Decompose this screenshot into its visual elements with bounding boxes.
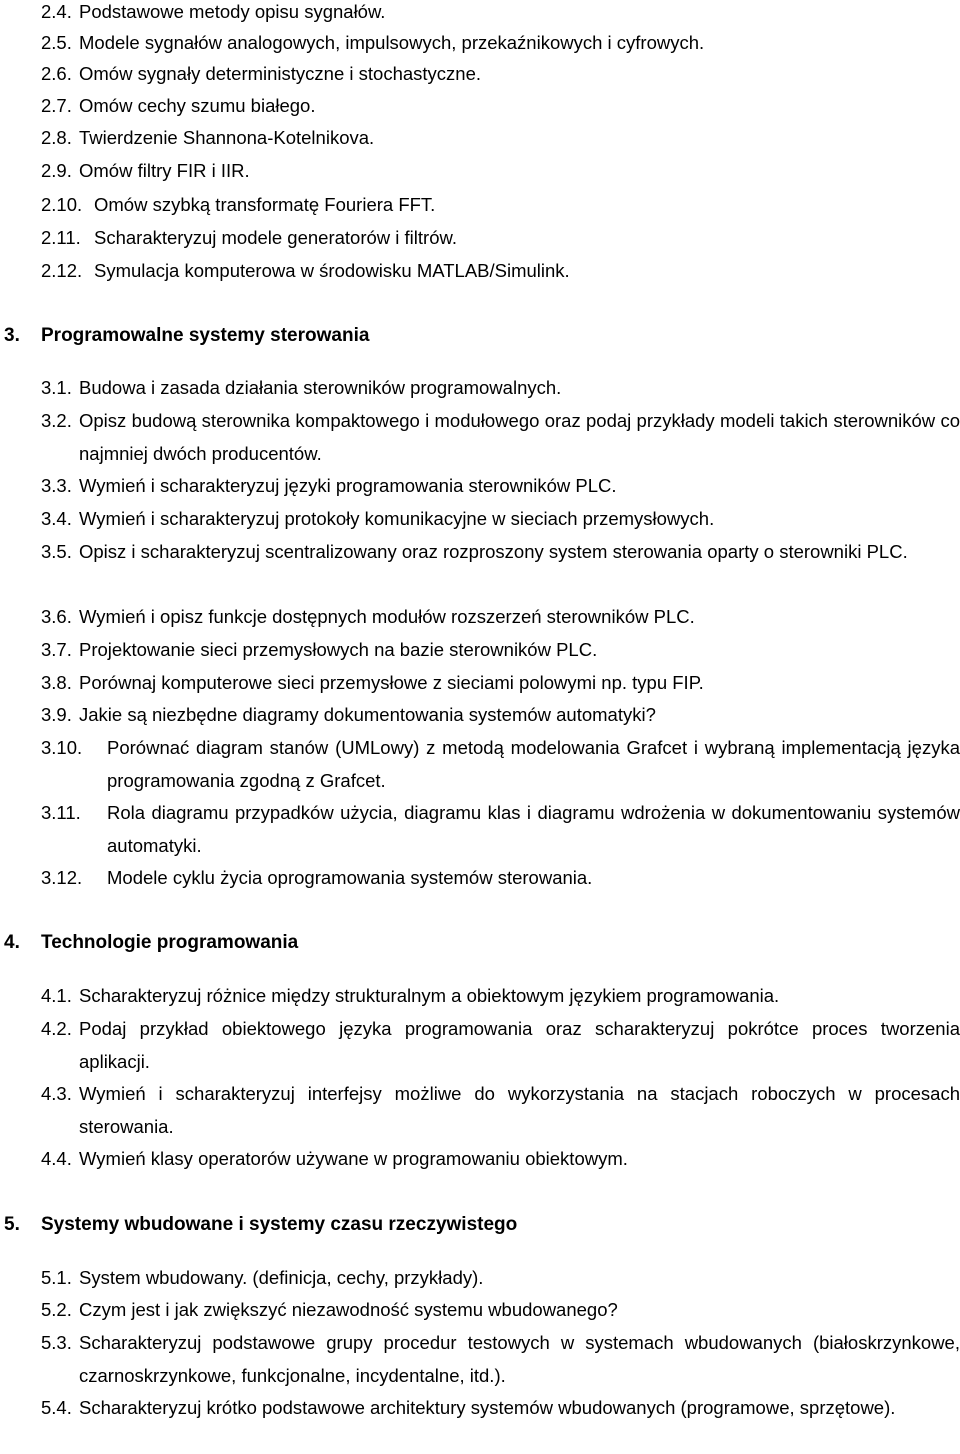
item-number: 2.9. [41,160,72,181]
item-number: 3.3. [41,475,72,496]
item-text: Omów filtry FIR i IIR. [79,160,250,181]
item-text: Podstawowe metody opisu sygnałów. [79,1,386,22]
list-item [41,1078,960,1143]
item-number: 3.2. [41,410,72,431]
list-item [41,122,960,155]
list-item [41,155,960,188]
item-text: Modele cyklu życia oprogramowania systemów sterowania. [107,867,593,888]
list-item [41,862,960,895]
list-item [41,255,960,288]
item-text: Scharakteryzuj różnice między strukturalnym a obiektowym językiem programowania. [79,985,780,1006]
list-item [41,58,960,91]
list-item [41,797,960,862]
item-number: 4.2. [41,1018,72,1039]
item-text: Czym jest i jak zwiększyć niezawodność systemu wbudowanego? [79,1299,618,1320]
item-number: 3.12. [41,867,83,888]
item-text: Wymień i scharakteryzuj języki programowania sterowników PLC. [79,475,617,496]
item-number: 4.4. [41,1148,72,1169]
item-number: 3.5. [41,541,72,562]
list-item [41,470,960,503]
item-text: Omów sygnały deterministyczne i stochastyczne. [79,63,482,84]
item-text: Wymień i opisz funkcje dostępnych modułów rozszerzeń sterowników PLC. [79,606,695,627]
item-number: 5.1. [41,1267,72,1288]
heading-number: 4. [4,932,20,953]
item-text: Scharakteryzuj krótko podstawowe architektury systemów wbudowanych (programowe, sprzętowe). [79,1397,896,1418]
item-text: Wymień klasy operatorów używane w programowaniu obiektowym. [79,1148,628,1169]
item-number: 2.5. [41,32,72,53]
item-number: 3.10. [41,737,83,758]
item-text: Omów cechy szumu białego. [79,95,316,116]
heading-title: Technologie programowania [41,932,299,953]
list-item [41,405,960,470]
item-text: Scharakteryzuj podstawowe grupy procedur testowych w systemach wbudowanych (białoskrzynkowe, czarnoskrzynkowe, funkcjonalne, incydentalne, itd.). [79,1332,960,1386]
item-number: 3.6. [41,606,72,627]
list-item [41,601,960,634]
item-number: 3.4. [41,508,72,529]
item-text: Opisz i scharakteryzuj scentralizowany oraz rozproszony system sterowania oparty o sterowniki PLC. [79,541,908,562]
item-text: Omów szybką transformatę Fouriera FFT. [94,194,436,215]
item-text: Opisz budową sterownika kompaktowego i modułowego oraz podaj przykłady modeli takich sterowników co najmniej dwóch producentów. [79,410,960,464]
list-item [41,222,960,255]
list-item [41,1327,960,1392]
item-number: 4.3. [41,1083,72,1104]
list-item [41,1392,960,1425]
list-item [41,0,960,29]
item-text: Jakie są niezbędne diagramy dokumentowania systemów automatyki? [79,704,656,725]
list-item [41,536,960,569]
item-text: Budowa i zasada działania sterowników programowalnych. [79,377,562,398]
list-item [41,980,960,1013]
item-number: 5.4. [41,1397,72,1418]
item-number: 2.10. [41,194,83,215]
item-number: 5.3. [41,1332,72,1353]
list-item [41,1294,960,1327]
item-text: Twierdzenie Shannona-Kotelnikova. [79,127,375,148]
item-number: 2.7. [41,95,72,116]
item-text: Wymień i scharakteryzuj interfejsy możliwe do wykorzystania na stacjach roboczych w procesach sterowania. [79,1083,960,1137]
list-item [41,667,960,700]
list-item [41,189,960,222]
item-text: Projektowanie sieci przemysłowych na bazie sterowników PLC. [79,639,598,660]
list-item [41,699,960,732]
section-heading [4,1211,517,1239]
list-item [41,1262,960,1295]
item-number: 3.9. [41,704,72,725]
item-number: 5.2. [41,1299,72,1320]
item-number: 2.8. [41,127,72,148]
item-number: 2.12. [41,260,83,281]
item-number: 2.4. [41,1,72,22]
item-number: 2.6. [41,63,72,84]
item-text: System wbudowany. (definicja, cechy, przykłady). [79,1267,484,1288]
list-item [41,27,960,60]
heading-title: Programowalne systemy sterowania [41,325,370,346]
list-item [41,1143,960,1176]
heading-title: Systemy wbudowane i systemy czasu rzeczywistego [41,1214,518,1235]
item-text: Porównaj komputerowe sieci przemysłowe z sieciami polowymi np. typu FIP. [79,672,704,693]
list-item [41,372,960,405]
item-number: 3.8. [41,672,72,693]
item-number: 4.1. [41,985,72,1006]
list-item [41,90,960,123]
item-text: Modele sygnałów analogowych, impulsowych, przekaźnikowych i cyfrowych. [79,32,705,53]
list-item [41,634,960,667]
heading-number: 5. [4,1214,20,1235]
item-number: 3.1. [41,377,72,398]
item-number: 3.11. [41,802,81,823]
item-text: Scharakteryzuj modele generatorów i filtrów. [94,227,457,248]
section-heading [4,929,298,957]
item-number: 2.11. [41,227,81,248]
section-heading [4,322,369,350]
item-text: Wymień i scharakteryzuj protokoły komunikacyjne w sieciach przemysłowych. [79,508,715,529]
item-number: 3.7. [41,639,72,660]
item-text: Porównać diagram stanów (UMLowy) z metodą modelowania Grafcet i wybraną implementacją języka programowania zgodną z Grafcet. [107,737,960,791]
list-item [41,1013,960,1078]
heading-number: 3. [4,325,20,346]
list-item [41,503,960,536]
list-item [41,732,960,797]
item-text: Rola diagramu przypadków użycia, diagramu klas i diagramu wdrożenia w dokumentowaniu systemów automatyki. [107,802,960,856]
item-text: Symulacja komputerowa w środowisku MATLAB/Simulink. [94,260,570,281]
item-text: Podaj przykład obiektowego języka programowania oraz scharakteryzuj pokrótce proces tworzenia aplikacji. [79,1018,960,1072]
